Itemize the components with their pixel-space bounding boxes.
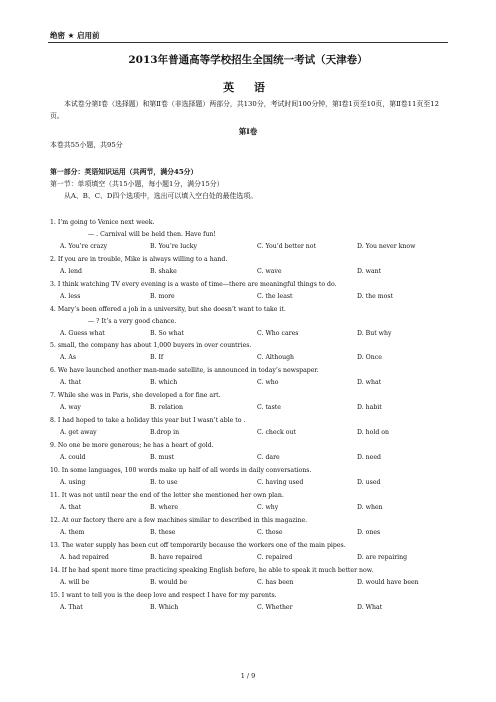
answer-option: A. get away <box>60 429 97 436</box>
answer-option: D. ones <box>357 529 381 536</box>
answer-option: C. Who cares <box>257 330 299 337</box>
question-stem: 7. While she was in Paris, she developed a for fine art. <box>50 392 221 399</box>
answer-option: C. repaired <box>257 554 293 561</box>
answer-option: D. used <box>357 479 381 486</box>
answer-option: B. You’re lucky <box>150 243 197 250</box>
answer-option: D. You never know <box>357 243 416 250</box>
answer-option: B. must <box>150 454 174 461</box>
instruction-text: 从A、B、C、D四个选项中，选出可以填入空白处的最佳选项。 <box>64 192 258 200</box>
answer-option: D. need <box>357 454 381 461</box>
answer-option: A. As <box>60 354 77 361</box>
section-subheading: 第一节：单项填空（共15小题，每小题1分，满分15分） <box>50 180 224 188</box>
header-rule <box>48 42 448 43</box>
section-heading: 第一部分：英语知识运用（共两节，满分45分） <box>50 168 198 176</box>
answer-option: B. would be <box>150 579 188 586</box>
answer-option: B. If <box>150 354 164 361</box>
answer-option: A. using <box>60 479 86 486</box>
answer-option: A. less <box>60 293 81 300</box>
answer-option: D. What <box>357 604 383 611</box>
part-title: 第Ⅰ卷 <box>238 127 258 136</box>
answer-option: D. are repairing <box>357 554 408 561</box>
question-stem: 1. I’m going to Venice next week. <box>50 219 155 226</box>
question-stem: 2. If you are in trouble, Mike is always willing to a hand. <box>50 256 228 263</box>
answer-option: D. But why <box>357 330 392 337</box>
answer-option: C. wave <box>257 268 282 275</box>
answer-option: D. habit <box>357 404 382 411</box>
answer-option: C. check out <box>257 429 296 436</box>
answer-option: A. could <box>60 454 86 461</box>
answer-option: A. lend <box>60 268 82 275</box>
answer-option: D. want <box>357 268 382 275</box>
answer-option: C. who <box>257 379 279 386</box>
answer-option: C. having used <box>257 479 304 486</box>
answer-option: C. dare <box>257 454 280 461</box>
answer-option: C. taste <box>257 404 281 411</box>
intro-paragraph: 本试卷分第Ⅰ卷（选择题）和第Ⅱ卷（非选择题）两部分，共130分，考试时间100分钟，第Ⅰ卷1页至10页，第Ⅱ卷11页至12页。 <box>50 100 439 120</box>
answer-option: B. Which <box>150 604 179 611</box>
question-stem: 13. The water supply has been cut off temporarily because the workers one of the main pipes. <box>50 542 346 549</box>
subject-title: 英 语 <box>223 81 273 94</box>
question-stem: 12. At our factory there are a few machines similar to described in this magazine. <box>50 517 308 524</box>
answer-option: B. which <box>150 379 178 386</box>
page-number: 1 / 9 <box>240 672 256 680</box>
answer-option: D. hold on <box>357 429 390 436</box>
answer-option: B. where <box>150 504 179 511</box>
question-stem: 4. Mary’s been offered a job in a university, but she doesn’t want to take it. <box>50 306 286 313</box>
question-stem: 5. small, the company has about 1,000 buyers in over countries. <box>50 342 252 349</box>
question-stem: 10. In some languages, 100 words make up half of all words in daily conversations. <box>50 467 312 474</box>
answer-option: A. had repaired <box>60 554 109 561</box>
question-stem: 9. No one be more generous; he has a heart of gold. <box>50 442 214 449</box>
exam-title: 2013年普通高等学校招生全国统一考试（天津卷） <box>128 54 368 66</box>
answer-option: C. Although <box>257 354 295 361</box>
part-note: 本卷共55小题，共95分 <box>50 141 123 149</box>
confidential-tag: 绝密 ★ 启用前 <box>50 31 100 40</box>
answer-option: D. would have been <box>357 579 419 586</box>
question-stem: 3. I think watching TV every evening is a waste of time—there are meaningful things to do. <box>50 281 337 288</box>
answer-option: C. Whether <box>257 604 293 611</box>
answer-option: B. relation <box>150 404 183 411</box>
question-stem-reply: — . Carnival will be held then. Have fun! <box>88 231 216 238</box>
answer-option: B. So what <box>150 330 184 337</box>
answer-option: D. Once <box>357 354 382 361</box>
answer-option: A. them <box>60 529 85 536</box>
answer-option: B. have repaired <box>150 554 203 561</box>
answer-option: C. You’d better not <box>257 243 316 250</box>
question-stem: 15. I want to tell you is the deep love and respect I have for my parents. <box>50 592 277 599</box>
answer-option: B. more <box>150 293 175 300</box>
question-stem: 8. I had hoped to take a holiday this year but I wasn’t able to . <box>50 417 246 424</box>
answer-option: C. has been <box>257 579 294 586</box>
answer-option: B. shake <box>150 268 177 275</box>
answer-option: A. that <box>60 379 82 386</box>
question-stem: 6. We have launched another man-made satellite, is announced in today’s newspaper. <box>50 367 319 374</box>
answer-option: B.drop in <box>150 429 180 436</box>
answer-option: A. That <box>60 604 83 611</box>
answer-option: C. the least <box>257 293 293 300</box>
answer-option: A. Guess what <box>60 330 105 337</box>
answer-option: D. the most <box>357 293 394 300</box>
answer-option: C. why <box>257 504 279 511</box>
answer-option: C. those <box>257 529 283 536</box>
answer-option: A. that <box>60 504 82 511</box>
answer-option: A. way <box>60 404 81 411</box>
answer-option: D. when <box>357 504 383 511</box>
answer-option: D. what <box>357 379 382 386</box>
answer-option: A. You’re crazy <box>60 243 108 250</box>
answer-option: B. these <box>150 529 176 536</box>
question-stem: 14. If he had spent more time practicing speaking English before, he able to speak it much better now. <box>50 567 374 574</box>
answer-option: B. to use <box>150 479 178 486</box>
answer-option: A. will be <box>60 579 90 586</box>
question-stem-reply: — ? It’s a very good chance. <box>88 318 177 325</box>
question-stem: 11. It was not until near the end of the letter she mentioned her own plan. <box>50 492 284 499</box>
